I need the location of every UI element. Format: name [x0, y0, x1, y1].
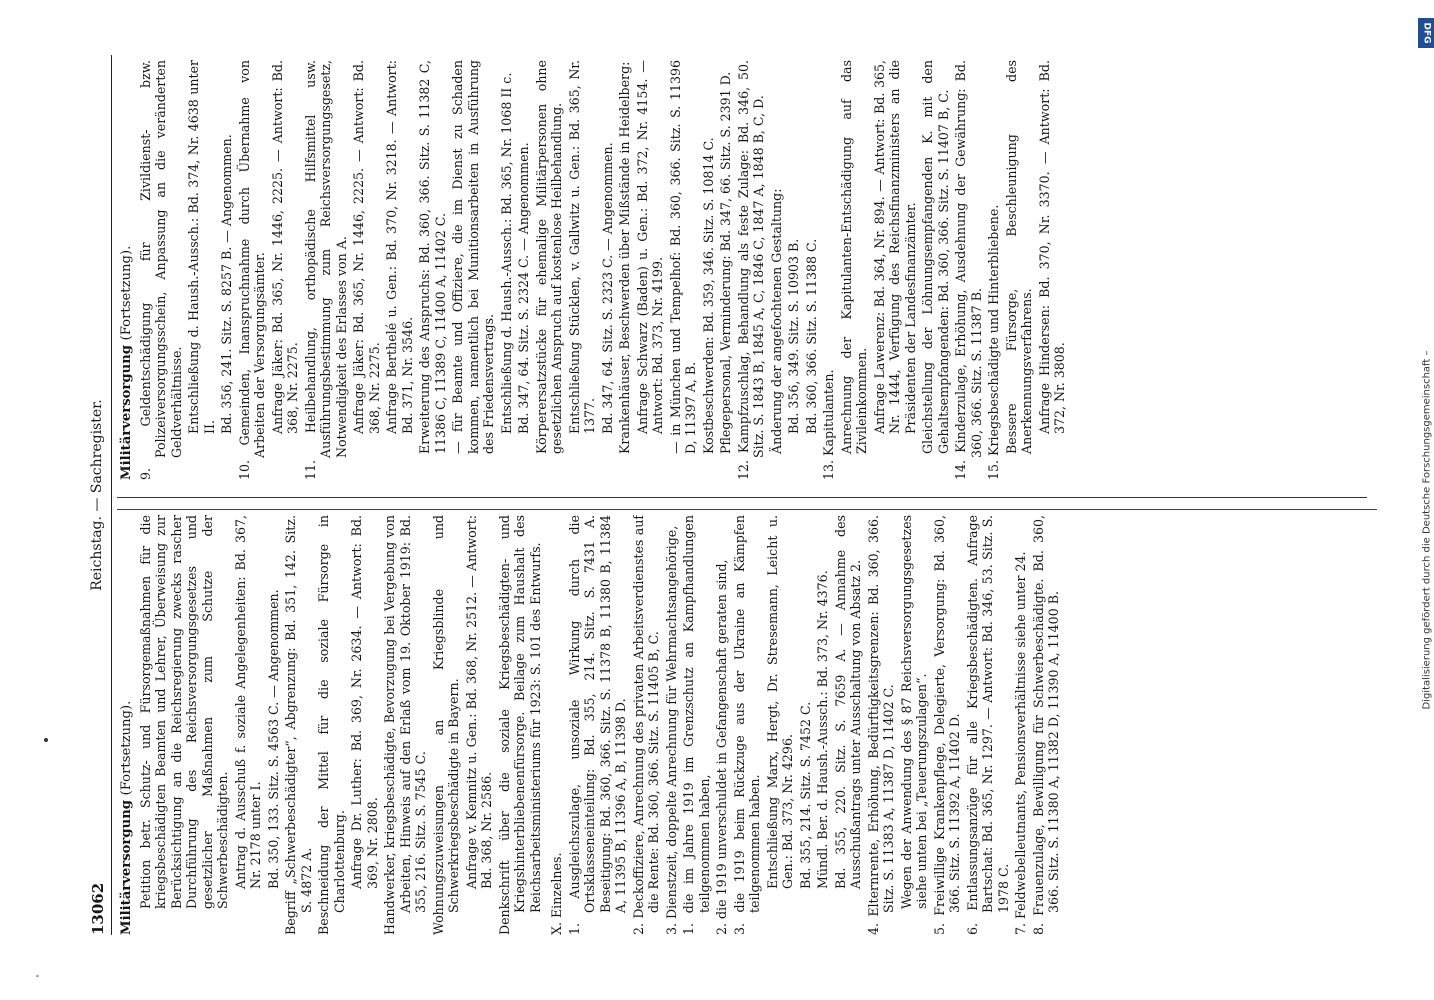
index-entry: Krankenhäuser, Beschwerden über Mißstände in Heidelberg: [617, 61, 632, 454]
dfg-credit-text: Digitalisierung gefördert durch die Deutsche Forschungsgemeinschaft – [1421, 350, 1433, 710]
section-heading [119, 60, 135, 480]
index-entry: Denkschrift über die soziale Kriegsbeschädigten- und Kriegshinterbliebenenfürsorge. Beilage zum Haushalt des Reichsarbeitsministeriums für 1923: S. 101 des Entwurfs. [496, 515, 543, 935]
section-heading [119, 515, 135, 935]
page-number: 13062 [89, 882, 107, 935]
index-entry: Entschließung Stücklen, v. Gallwitz u. Gen.: Bd. 365, Nr. 1377. [566, 60, 597, 434]
scan-speck [36, 975, 39, 977]
index-entry: Bd. 355, 214. Sitz. S. 7452 C. [797, 701, 813, 889]
index-entry: Bd. 350, 133. Sitz. S. 4563 C. — Angenommen. [265, 589, 281, 889]
index-entry: Anfrage Berthelé u. Gen.: Bd. 370, Nr. 3218. — Antwort: Bd. 371, Nr. 3546. [384, 60, 415, 434]
index-entry: 3. die 1919 beim Rückzuge aus der Ukraine an Kämpfen teilgenommen haben. [731, 515, 762, 935]
left-column [119, 515, 1379, 935]
index-entry: Bd. 356, 241. Sitz. S. 8257 B. — Angenommen. [219, 134, 234, 434]
index-entry: Anfrage Schwarz (Baden) u. Gen.: Bd. 372, Nr. 4154. — Antwort: Bd. 373, Nr. 4199. [634, 60, 665, 434]
header-rule [111, 55, 112, 935]
index-entry: Pflegepersonal, Verminderung: Bd. 347, 66. Sitz. S. 2391 D. [718, 71, 733, 454]
index-entry: Bd. 347, 64. Sitz. S. 2324 C. — Angenommen. [516, 142, 531, 434]
column-rule [117, 509, 1377, 510]
index-entry: Kostbeschwerden: Bd. 359, 346. Sitz. S. 10814 C. [700, 137, 716, 454]
index-entry: 3. Dienstzeit, doppelte Anrechnung für Wehrmachtsangehörige, [663, 525, 679, 935]
index-entry: — für Beamte und Offiziere, die im Dienst zu Schaden kommen, namentlich bei Munitionsarbeiten in Ausführung des Friedensvertrags. [450, 60, 496, 454]
index-entry: 2. die 1919 unverschuldet in Gefangenschaft geraten sind, [714, 559, 729, 935]
section-heading-cont: (Fortsetzung). [119, 700, 134, 796]
index-entry: 1. die im Jahre 1919 im Grenzschutz an Kampfhandlungen teilgenommen haben, [681, 515, 712, 935]
index-entry: 13. Kapitulanten. [821, 369, 836, 480]
index-entry: Anfrage Hindersen: Bd. 370, Nr. 3370. — Antwort: Bd. 372, Nr. 3808. [1036, 60, 1067, 434]
index-entry: 8. Frauenzulage, Bewilligung für Schwerbeschädigte. Bd. 360, 366. Sitz. S. 11380 A, 11382 D, 11390 A, 11400 B. [1030, 515, 1061, 935]
index-entry: 9. Geldentschädigung für Zivildienst- bzw. Polizeiversorgungsschein, Anpassung an die veränderten Geldverhältnisse. [137, 60, 184, 480]
rotated-scanned-page [87, 55, 1397, 935]
section-heading-title: Militärversorgung [119, 800, 134, 935]
index-entry: Wohnungszuweisungen an Kriegsblinde und Schwerkriegsbeschädigte in Bayern. [430, 515, 461, 935]
index-entry: Anrechnung der Kapitulanten-Entschädigung auf das Zivileinkommen. [838, 60, 869, 454]
index-entry: 5. Freiwillige Krankenpflege, Delegierte, Versorgung: Bd. 360, 366. Sitz. S. 11392 A, 11402 D. [931, 515, 962, 935]
index-entry: Anfrage Dr. Luther: Bd. 369, Nr. 2634. — Antwort: Bd. 369, Nr. 2808. [349, 515, 380, 889]
index-entry: Körperersatzstücke für ehemalige Militärpersonen ohne gesetzlichen Anspruch auf kostenlose Heilbehandlung. [533, 60, 564, 454]
index-entry: Antrag d. Ausschuß f. soziale Angelegenheiten: Bd. 367, Nr. 2178 unter I. [232, 515, 263, 889]
index-entry: Begriff „Schwerbeschädigter“, Abgrenzung: Bd. 351, 142. Sitz. S. 4872 A. [283, 515, 314, 935]
index-entry: 1. Ausgleichszulage, unsoziale Wirkung durch die Ortsklasseneinteilung: Bd. 355, 214. Sitz. S. 7431 A. Beseitigung: Bd. 360, 366. Sitz. S. 11378 B, 11380 B, 11384 A, 11395 B, 11396 A, B, 11398 D. [566, 515, 628, 935]
index-entry: Anfrage v. Kemnitz u. Gen.: Bd. 368, Nr. 2512. — Antwort: Bd. 368, Nr. 2586. [463, 515, 494, 889]
index-entry: Erweiterung des Anspruchs: Bd. 360, 366. Sitz. S. 11382 C, 11386 C, 11389 C, 11400 A, 11402 C. [417, 60, 448, 454]
dfg-logo: DFG [1418, 18, 1434, 48]
running-head [87, 55, 117, 935]
index-entry: Bd. 355, 220. Sitz. S. 7659 A. — Annahme des Ausschußantrags unter Ausschaltung von Absatz 2. [832, 515, 863, 889]
index-entry: Anfrage Jäker: Bd. 365, Nr. 1446, 2225. — Antwort: Bd. 368, Nr. 2275. [351, 60, 382, 434]
index-entry: Entschließung d. Haush.-Aussch.: Bd. 365, Nr. 1068 II c. [498, 72, 514, 434]
index-entry: Bd. 347, 64. Sitz. S. 2323 C. — Angenommen. [599, 142, 615, 434]
index-entry: Änderung der angefochtenen Gestaltung: [768, 188, 784, 454]
index-entry: Anfrage Lawerenz: Bd. 364, Nr. 894. — Antwort: Bd. 365, Nr. 1444, Verfügung des Reichsfinanzministers an die Präsidenten der Landesfinanzämter. [871, 60, 918, 434]
section-heading-title: Militärversorgung [119, 345, 134, 480]
index-entry: Entschließung d. Haush.-Aussch.: Bd. 374, Nr. 4638 unter II. [186, 60, 217, 434]
index-entry: Beschneidung der Mittel für die soziale Fürsorge in Charlottenburg. [316, 515, 347, 935]
running-title: Reichstag. — Sachregister. [89, 399, 105, 591]
right-column [119, 60, 1379, 480]
section-heading-cont: (Fortsetzung). [119, 245, 134, 341]
index-entry: Petition betr. Schutz- und Fürsorgemaßnahmen für die kriegsbeschädigten Beamten und Lehrer, Überweisung zur Berücksichtigung an die Reichsregierung zwecks rascher Durchführung des Reichsversorgungsgesetzes und gesetzlicher Maßnahmen zum Schutze der Schwerbeschädigten. [137, 515, 230, 909]
index-entry: Bd. 360, 366. Sitz. S. 11388 C. [803, 238, 819, 434]
index-entry: 10. Gemeinden, Inanspruchnahme durch Übernahme von Arbeiten der Versorgungsämter. [236, 60, 267, 480]
index-entry: 7. Feldwebelleutnants, Pensionsverhältnisse siehe unter 24. [1013, 551, 1028, 935]
index-entry: 11. Heilbehandlung, orthopädische Hilfsmittel usw. Ausführungsbestimmung zum Reichsversorgungsgesetz, Notwendigkeit des Erlasses von A. [302, 60, 349, 480]
index-entry: 2. Deckoffiziere, Anrechnung des privaten Arbeitsverdienstes auf die Rente: Bd. 360, 366. Sitz. S. 11405 B, C. [630, 515, 661, 935]
index-entry: Bessere Fürsorge, Beschleunigung des Anerkennungsverfahrens. [1003, 60, 1034, 454]
index-entry: Handwerker, kriegsbeschädigte, Bevorzugung bei Vergebung von Arbeiten, Hinweis auf den Erlaß vom 19. Oktober 1919: Bd. 355, 216. Sitz. S. 7545 C. [382, 515, 428, 935]
scan-speck [44, 738, 48, 742]
index-entry: Wegen der Anwendung des § 87 Reichsversorgungsgesetzes siehe unten bei „Teuerungszulagen“. [898, 515, 929, 909]
index-entry: Anfrage Jäker: Bd. 365, Nr. 1446, 2225. — Antwort: Bd. 368, Nr. 2275. [269, 60, 300, 434]
index-entry: Mündl. Ber. d. Haush.-Aussch.: Bd. 373, Nr. 4376. [815, 570, 830, 889]
index-entry: — in München und Tempelhof: Bd. 360, 366. Sitz. S. 11396 D, 11397 A, B. [667, 60, 698, 454]
index-entry: 12. Kampfzuschlag, Behandlung als feste Zulage: Bd. 346, 50. Sitz. S. 1843 B, 1845 A, C, 1846 C, 1847 A, 1848 B, C, D. [735, 60, 766, 480]
dfg-digitisation-strip [1414, 10, 1434, 990]
index-entry: 14. Kinderzulage, Erhöhung, Ausdehnung der Gewährung: Bd. 360, 366. Sitz. S. 11387 B. [953, 60, 984, 480]
index-entry: Bd. 356, 349. Sitz. S. 10903 B. [786, 238, 801, 434]
index-entry: 15. Kriegsbeschädigte und Hinterbliebene. [986, 204, 1001, 480]
index-entry: 4. Elternrente, Erhöhung, Bedürftigkeitsgrenzen: Bd. 360, 366. Sitz. S. 11383 A, 11387 D, 11402 C. [865, 515, 896, 935]
subsection-heading: X. Einzelnes. [549, 852, 564, 935]
index-entry: Entschließung Marx, Hergt, Dr. Stresemann, Leicht u. Gen.: Bd. 373, Nr. 4296. [764, 515, 795, 889]
index-entry: 6. Entlassungsanzüge für alle Kriegsbeschädigten. Anfrage Bartschat: Bd. 365, Nr. 1297. — Antwort: Bd. 346, 53. Sitz. S. 1978 C. [964, 515, 1011, 935]
index-entry: Gleichstellung der Löhnungsempfangenden K. mit den Gehaltsempfangenden: Bd. 360, 366. Sitz. S. 11407 B, C. [920, 60, 951, 454]
column-divider [117, 497, 1367, 498]
